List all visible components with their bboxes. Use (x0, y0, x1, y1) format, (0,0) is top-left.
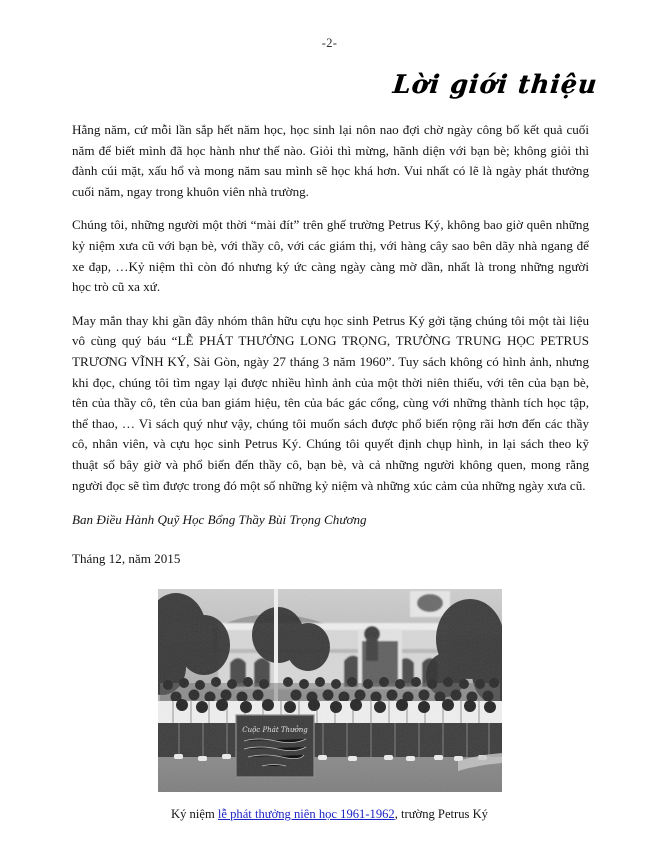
caption-suffix: , trường Petrus Ký (394, 807, 488, 821)
paragraph: Hằng năm, cứ mỗi lần sắp hết năm học, học sinh lại nôn nao đợi chờ ngày công bố kết quả cuối năm để biết mình đã học hành như thế nào. Giỏi thì mừng, hãnh diện với bạn bè; không giỏi thì đành cúi mặt, xấu hổ và mong năm sau mình sẽ học khá hơn. Vui nhất có lẽ là ngày phát thưởng cuối năm, ngay trong khuôn viên nhà trường. (72, 122, 589, 199)
caption-hyperlink[interactable]: lễ phát thưởng niên học 1961-1962 (217, 807, 395, 821)
photograph (158, 589, 502, 792)
photograph-image (158, 589, 502, 792)
caption-prefix: Ký niệm (171, 807, 218, 821)
figure-caption (0, 806, 659, 823)
section-heading-script: Lời giới thiệu (391, 69, 599, 100)
paragraph: Chúng tôi, những người một thời “mài đít” trên ghế trường Petrus Ký, không bao giờ quên những kỷ niệm xưa cũ với bạn bè, với thầy cô, với các giám thị, với hàng cây sao bên dãy nhà ngang để xe đạp, …Kỷ niệm thì còn đó nhưng ký ức càng ngày càng mờ dần, nhất là trong những người học trò cũ xa xứ. (72, 217, 589, 295)
paragraph: May mắn thay khi gần đây nhóm thân hữu cựu học sinh Petrus Ký gởi tặng chúng tôi một tài liệu vô cùng quý báu “LỄ PHÁT THƯỞNG LONG TRỌNG, TRƯỜNG TRUNG HỌC PETRUS TRƯƠNG VĨNH KÝ, Sài Gòn, ngày 27 tháng 3 năm 1960”. Tuy sách không có hình ảnh, nhưng khi đọc, chúng tôi tìm ngay lại được nhiều hình ảnh của một thời niên thiếu, với tên của bạn bè, tên của thầy cô, tên của ban giám hiệu, tên của bác gác cổng, cùng với những thành tích học tập, thể thao, … Vì sách quý như vậy, chúng tôi muốn sách được phổ biến rộng rãi hơn đến các thầy cô, nhân viên, và cựu học sinh Petrus Ký. Chúng tôi quyết định chụp hình, in lại sách theo kỹ thuật số bây giờ và phổ biến đến thầy cô, bạn bè, và cả những người không quen, mong rằng người đọc sẽ tìm được trong đó một số những kỷ niệm và những xúc cảm của những ngày xưa cũ. (72, 312, 589, 493)
date-line: Tháng 12, năm 2015 (72, 550, 181, 566)
page-number-marker: -2- (321, 36, 338, 50)
signature-line: Ban Điều Hành Quỹ Học Bổng Thầy Bùi Trọng Chương (72, 512, 367, 528)
body-text-block (72, 120, 589, 569)
